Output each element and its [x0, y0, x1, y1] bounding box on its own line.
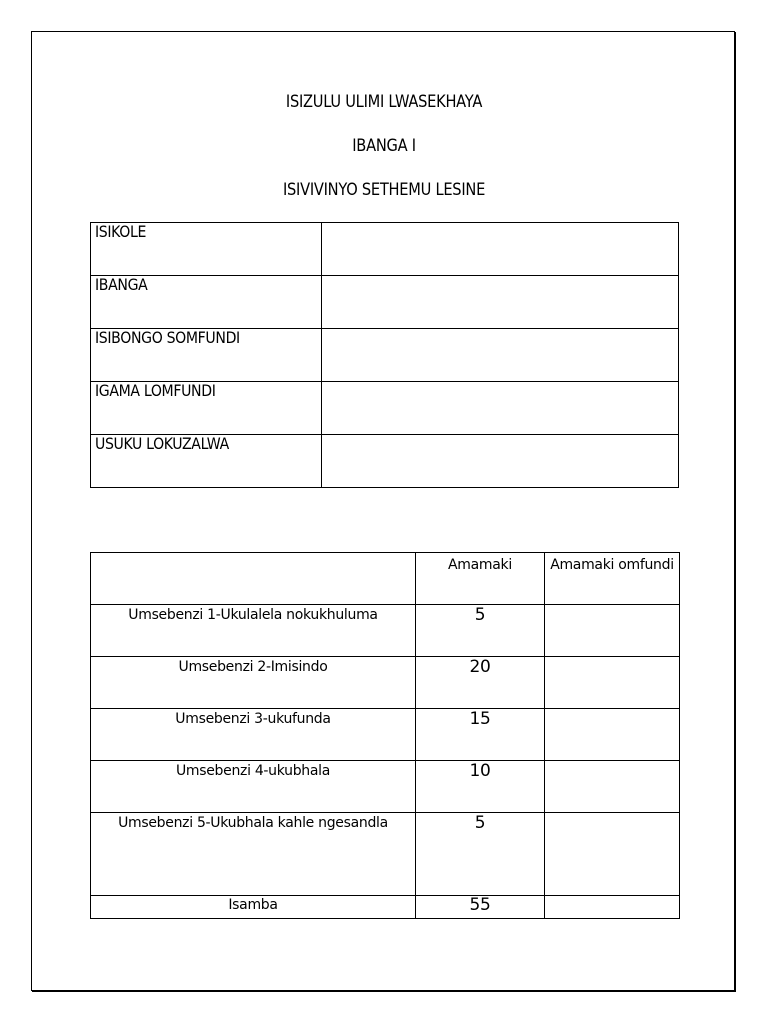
- learner-marks-field[interactable]: [545, 813, 680, 896]
- task-cell: Umsebenzi 5-Ukubhala kahle ngesandla: [91, 813, 416, 896]
- marks-cell: 10: [416, 761, 545, 813]
- info-row-surname: [91, 329, 679, 382]
- info-value-field[interactable]: [322, 435, 679, 488]
- learner-marks-field[interactable]: [545, 605, 680, 657]
- info-label: ISIKOLE: [91, 223, 322, 276]
- marks-cell: 5: [416, 605, 545, 657]
- marks-cell: 5: [416, 813, 545, 896]
- table-row: [91, 605, 680, 657]
- info-value-field[interactable]: [322, 382, 679, 435]
- learner-marks-field[interactable]: [545, 657, 680, 709]
- info-value-field[interactable]: [322, 276, 679, 329]
- task-cell: Umsebenzi 3-ukufunda: [91, 709, 416, 761]
- info-label: IGAMA LOMFUNDI: [91, 382, 322, 435]
- marks-header-row: [91, 553, 680, 605]
- learner-marks-field[interactable]: [545, 761, 680, 813]
- task-cell: Umsebenzi 2-Imisindo: [91, 657, 416, 709]
- info-label: IBANGA: [91, 276, 322, 329]
- total-learner-marks-field[interactable]: [545, 896, 680, 919]
- marks-cell: 20: [416, 657, 545, 709]
- table-row: [91, 709, 680, 761]
- total-row: [91, 896, 680, 919]
- header-cell-learner-marks: Amamaki omfundi: [545, 553, 680, 605]
- header-cell-marks: Amamaki: [416, 553, 545, 605]
- marks-cell: 15: [416, 709, 545, 761]
- learner-marks-field[interactable]: [545, 709, 680, 761]
- info-row-grade: [91, 276, 679, 329]
- learner-info-table: [90, 222, 679, 488]
- document-title: ISIZULU ULIMI LWASEKHAYA: [285, 92, 483, 112]
- header-cell-task: [91, 553, 416, 605]
- info-value-field[interactable]: [322, 329, 679, 382]
- table-row: [91, 813, 680, 896]
- task-cell: Umsebenzi 1-Ukulalela nokukhuluma: [91, 605, 416, 657]
- marks-table: [90, 552, 680, 919]
- info-row-name: [91, 382, 679, 435]
- test-heading: ISIVIVINYO SETHEMU LESINE: [282, 180, 486, 200]
- total-marks: 55: [416, 896, 545, 919]
- info-label: ISIBONGO SOMFUNDI: [91, 329, 322, 382]
- info-row-birthdate: [91, 435, 679, 488]
- table-row: [91, 761, 680, 813]
- info-row-school: [91, 223, 679, 276]
- total-label: Isamba: [91, 896, 416, 919]
- table-row: [91, 657, 680, 709]
- grade-heading: IBANGA I: [352, 136, 416, 156]
- info-value-field[interactable]: [322, 223, 679, 276]
- info-label: USUKU LOKUZALWA: [91, 435, 322, 488]
- task-cell: Umsebenzi 4-ukubhala: [91, 761, 416, 813]
